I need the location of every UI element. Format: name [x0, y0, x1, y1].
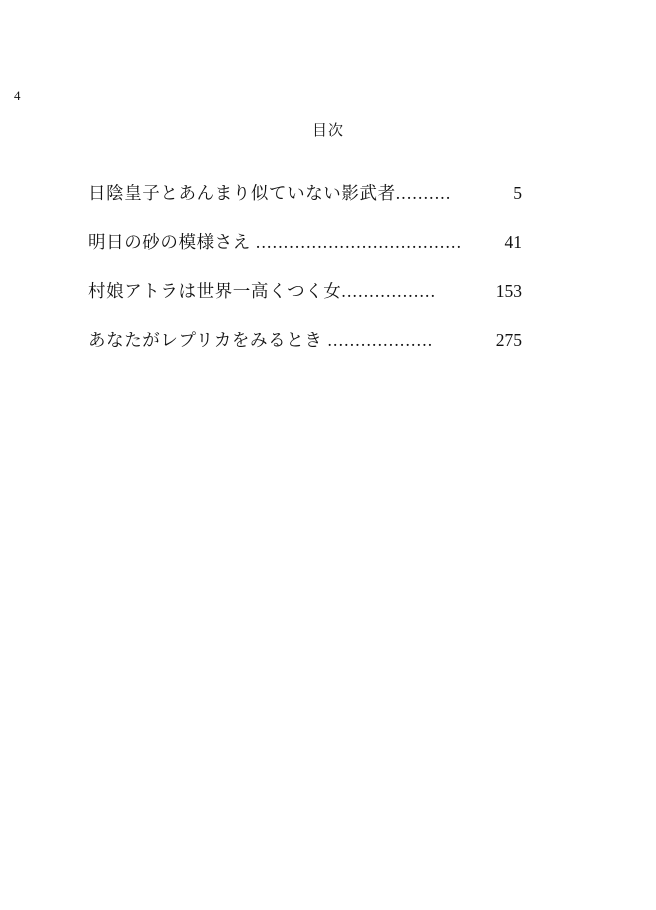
dot-leader: ................... [327, 330, 434, 350]
toc-entry-page: 275 [495, 330, 522, 350]
toc-entry-title: 日陰皇子とあんまり似ていない影武者 [88, 183, 396, 203]
table-of-contents [88, 183, 522, 379]
toc-entry-page: 41 [504, 232, 522, 252]
dot-leader: ................. [341, 281, 437, 301]
list-item[interactable] [88, 330, 522, 351]
dot-leader: .......... [395, 183, 452, 203]
toc-entry-page: 153 [495, 281, 522, 301]
toc-entry-title: あなたがレプリカをみるとき [88, 330, 323, 350]
dot-leader: ..................................... [255, 232, 463, 252]
toc-entry-page: 5 [513, 183, 522, 203]
toc-entry-title: 明日の砂の模様さえ [88, 232, 251, 252]
list-item[interactable] [88, 232, 522, 253]
toc-entry-title: 村娘アトラは世界一高くつく女 [88, 281, 342, 301]
list-item[interactable] [88, 183, 522, 204]
page-number: 4 [14, 88, 21, 103]
list-item[interactable] [88, 281, 522, 302]
page-title: 目次 [311, 123, 344, 139]
